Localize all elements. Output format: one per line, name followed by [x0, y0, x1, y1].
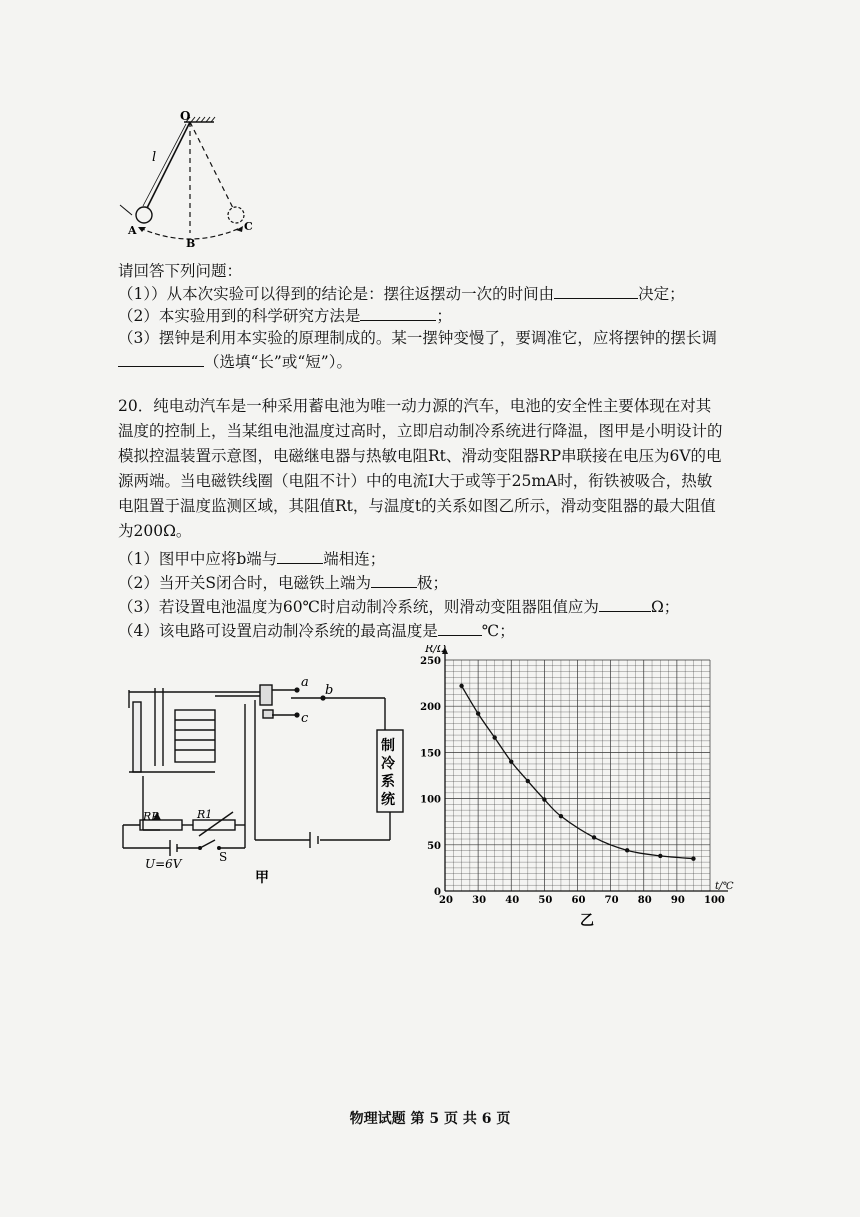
q20-text-line-3: 模拟控温装置示意图，电磁继电器与热敏电阻Rt、滑动变阻器RP串联接在电压为6V的电: [118, 447, 722, 465]
terminal-c-label: c: [301, 711, 309, 726]
data-point: [559, 814, 563, 818]
x-tick-label: 70: [604, 895, 619, 906]
q20-sub3: （3）若设置电池温度为60℃时启动制冷系统，则滑动变阻器阻值应为 Ω；: [118, 595, 679, 618]
cooling-system-label-3: 系: [381, 774, 395, 790]
figure-jia-caption: 甲: [255, 870, 269, 886]
q20-sub2: （2）当开关S闭合时，电磁铁上端为 极；: [118, 571, 448, 594]
q20-text-line-5: 电阻置于温度监测区域，其阻值Rt，与温度t的关系如图乙所示，滑动变阻器的最大阻值: [118, 497, 716, 515]
q20-sub1: （1）图甲中应将b端与 端相连；: [118, 547, 385, 570]
rp-label: RP: [143, 810, 159, 823]
data-point: [658, 854, 662, 858]
pendulum-label-b: B: [186, 237, 196, 250]
pendulum-label-l: l: [152, 150, 157, 165]
r1-label: R1: [197, 808, 213, 821]
circuit-diagram: [115, 660, 415, 900]
x-tick-label: 80: [637, 895, 652, 906]
pendulum-label-c: C: [244, 220, 253, 233]
pendulum-figure: [110, 105, 270, 255]
data-point: [691, 856, 695, 860]
y-tick-label: 150: [420, 748, 441, 760]
x-tick-label: 100: [704, 895, 725, 906]
answer-blank[interactable]: [360, 304, 436, 321]
q20-text-line-2: 温度的控制上，当某组电池温度过高时，立即启动制冷系统进行降温，图甲是小明设计的: [118, 422, 723, 440]
x-tick-label: 20: [439, 895, 453, 906]
pendulum-label-a: A: [128, 224, 137, 237]
y-tick-label: 100: [420, 794, 441, 806]
terminal-b-label: b: [325, 683, 334, 698]
q19-part3-cont: （选填“长”或“短”）。: [118, 350, 352, 373]
answer-blank[interactable]: [438, 619, 482, 636]
data-point: [542, 797, 546, 801]
data-point: [526, 779, 530, 783]
x-tick-label: 60: [571, 895, 586, 906]
data-point: [492, 735, 496, 739]
data-point: [592, 835, 596, 839]
y-tick-label: 50: [427, 840, 441, 852]
x-tick-label: 50: [538, 895, 553, 906]
q19-part3: （3）摆钟是利用本实验的原理制成的。某一摆钟变慢了，要调准它，应将摆钟的摆长调: [118, 329, 717, 347]
cooling-system-label-2: 冷: [381, 756, 395, 772]
data-point: [476, 711, 480, 715]
answer-blank[interactable]: [277, 547, 323, 564]
terminal-a-label: a: [301, 675, 309, 690]
x-tick-label: 30: [472, 895, 487, 906]
data-point: [509, 759, 513, 763]
cooling-system-label-1: 制: [381, 738, 395, 754]
q20-text-line-6: 为200Ω。: [118, 522, 192, 540]
chart-y-axis-label: R/Ω: [425, 645, 447, 655]
q20-sub4: （4）该电路可设置启动制冷系统的最高温度是 ℃；: [118, 619, 515, 642]
answer-blank[interactable]: [554, 282, 638, 299]
q19-part1: （1））从本次实验可以得到的结论是：摆往返摆动一次的时间由 决定；: [118, 282, 685, 305]
voltage-label: U=6V: [145, 857, 182, 871]
resistance-temperature-chart: [415, 645, 745, 935]
y-tick-label: 250: [420, 656, 441, 667]
data-point: [459, 684, 463, 688]
answer-blank[interactable]: [118, 350, 204, 367]
q19-intro: 请回答下列问题：: [118, 262, 243, 280]
x-tick-label: 40: [505, 895, 520, 906]
switch-label: S: [219, 850, 228, 864]
q19-part2: （2）本实验用到的科学研究方法是 ；: [118, 304, 452, 327]
y-tick-label: 0: [434, 887, 441, 898]
q20-text-line-4: 源两端。当电磁铁线圈（电阻不计）中的电流I大于或等于25mA时，衔铁被吸合，热敏: [118, 472, 713, 490]
q20-text-line-1: 20．纯电动汽车是一种采用蓄电池为唯一动力源的汽车，电池的安全性主要体现在对其: [118, 397, 712, 415]
x-tick-label: 90: [670, 895, 685, 906]
answer-blank[interactable]: [599, 595, 651, 612]
data-point: [625, 848, 629, 852]
cooling-system-label-4: 统: [381, 792, 395, 808]
figure-yi-caption: 乙: [580, 913, 594, 929]
page-footer: 物理试题 第 5 页 共 6 页: [349, 1111, 511, 1127]
pendulum-label-o: O: [180, 109, 191, 123]
chart-x-axis-label: t/℃: [715, 881, 734, 892]
answer-blank[interactable]: [371, 571, 417, 588]
y-tick-label: 200: [420, 702, 441, 714]
